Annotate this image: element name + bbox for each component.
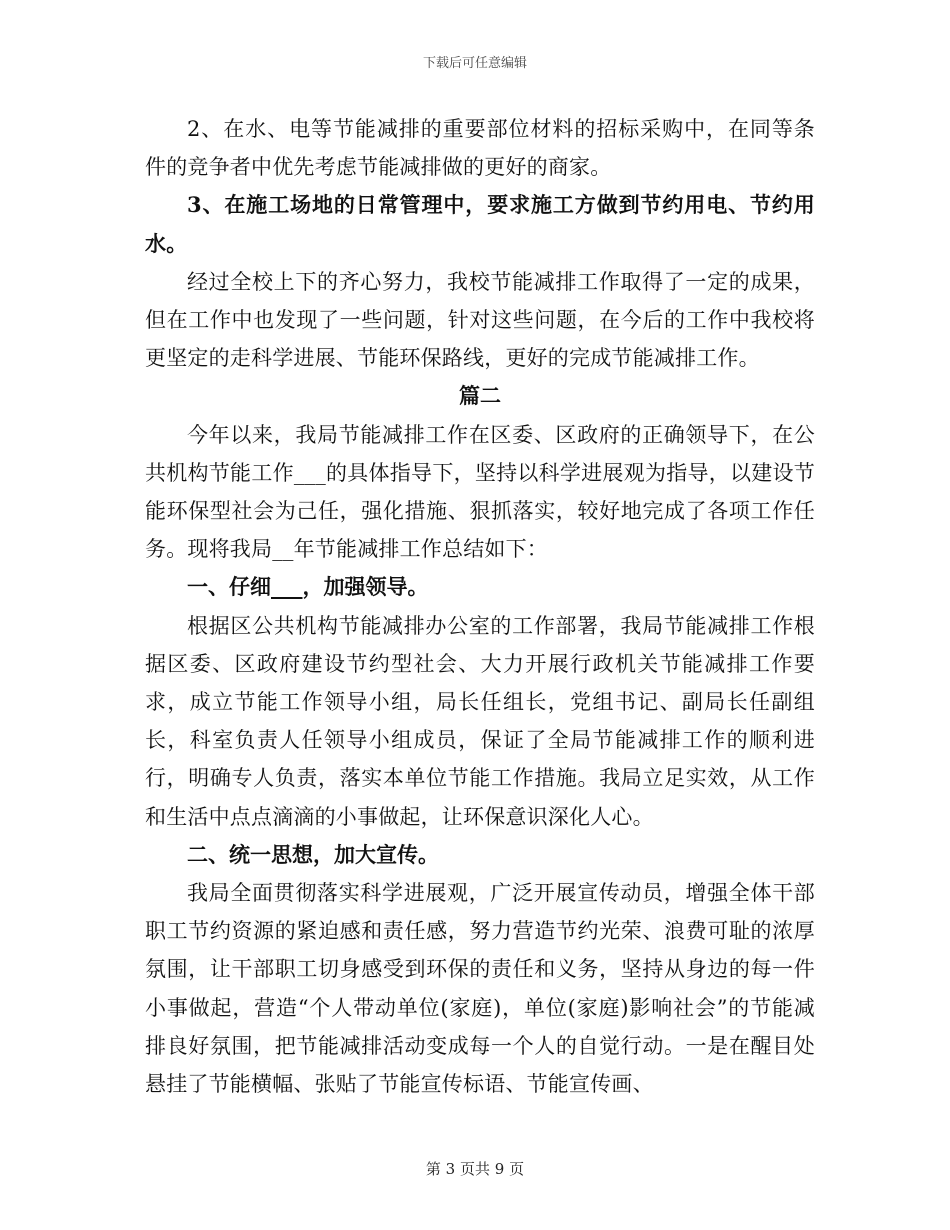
paragraph-item-2: 2、在水、电等节能减排的重要部位材料的招标采购中，在同等条件的竞争者中优先考虑节能减排做的更好的商家。 xyxy=(145,117,815,180)
paragraph-item-3: 3、在施工场地的日常管理中，要求施工方做到节约用电、节约用水。 xyxy=(145,192,815,256)
paragraph-intro: 今年以来，我局节能减排工作在区委、区政府的正确领导下，在公共机构节能工作___的具体指导下，坚持以科学进展观为指导，以建设节能环保型社会为己任，强化措施、狠抓落实，较好地完成了各项工作任务。现将我局__年节能减排工作总结如下： xyxy=(145,422,815,562)
heading-two: 二、统一思想，加大宣传。 xyxy=(187,841,439,867)
page-header: 下载后可任意编辑 xyxy=(422,56,527,71)
section-title: 篇二 xyxy=(459,383,501,409)
document-body xyxy=(145,110,815,1103)
page-footer: 第 3 页共 9 页 xyxy=(425,1160,525,1178)
paragraph-conclusion: 经过全校上下的齐心努力，我校节能减排工作取得了一定的成果，但在工作中也发现了一些问题，针对这些问题，在今后的工作中我校将更坚定的走科学进展、节能环保路线，更好的完成节能减排工作。 xyxy=(145,269,815,371)
paragraph-leadership: 根据区公共机构节能减排办公室的工作部署，我局节能减排工作根据区委、区政府建设节约型社会、大力开展行政机关节能减排工作要求，成立节能工作领导小组，局长任组长，党组书记、副局长任副组长，科室负责人任领导小组成员，保证了全局节能减排工作的顺利进行，明确专人负责，落实本单位节能工作措施。我局立足实效，从工作和生活中点点滴滴的小事做起，让环保意识深化人心。 xyxy=(145,613,815,829)
paragraph-publicity: 我局全面贯彻落实科学进展观，广泛开展宣传动员，增强全体干部职工节约资源的紧迫感和责任感，努力营造节约光荣、浪费可耻的浓厚氛围，让干部职工切身感受到环保的责任和义务，坚持从身边的每一件小事做起，营造“个人带动单位(家庭)，单位(家庭)影响社会”的节能减排良好氛围，把节能减排活动变成每一个人的自觉行动。一是在醒目处悬挂了节能横幅、张贴了节能宣传标语、节能宣传画、 xyxy=(145,881,815,1097)
heading-one: 一、仔细___，加强领导。 xyxy=(187,574,429,600)
